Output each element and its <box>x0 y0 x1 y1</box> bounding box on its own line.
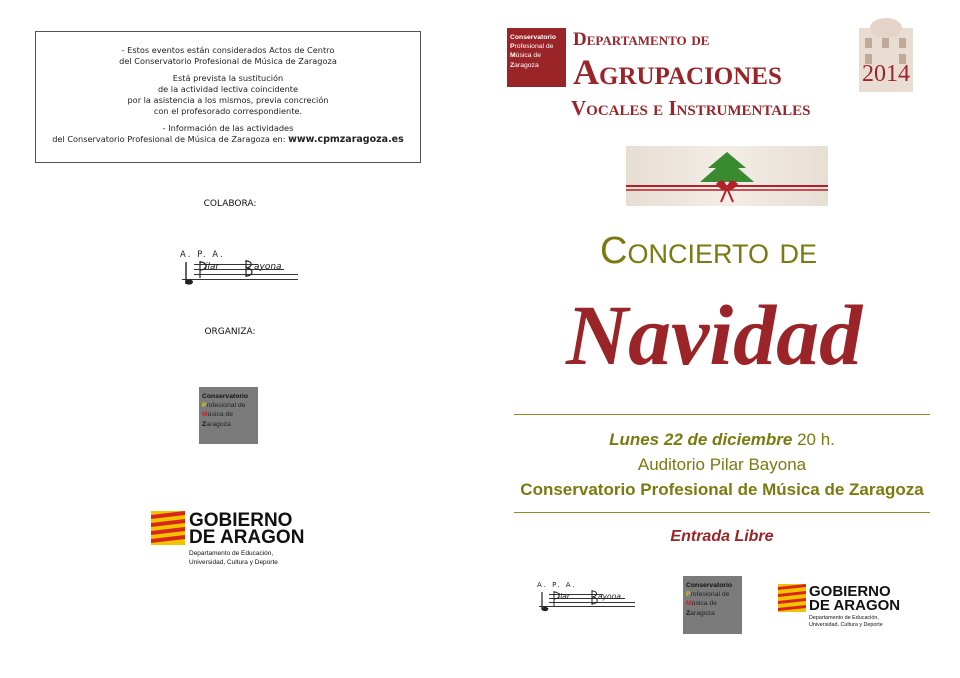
dept-line1: Departamento de <box>573 29 710 50</box>
cpm-logo-line: Profesional de <box>686 591 730 599</box>
notice-paragraph-1 <box>36 45 420 67</box>
christmas-tree-banner <box>626 146 828 206</box>
apa-pilar-bayona-logo-small <box>537 583 635 613</box>
gobierno-line1: GOBIERNO <box>809 583 891 600</box>
cpm-logo-line: Profesional de <box>202 402 246 410</box>
notice-line: - Información de las actividades <box>162 123 294 133</box>
notice-line: con el profesorado correspondiente. <box>153 106 303 116</box>
time-text: 20 h. <box>792 430 835 449</box>
aragon-flag-icon <box>151 511 185 545</box>
dept-line3: Vocales e Instrumentales <box>571 96 811 120</box>
event-institution: Conservatorio Profesional de Música de Zaragoza <box>520 480 924 499</box>
event-venue: Auditorio Pilar Bayona <box>637 455 807 474</box>
apa-letters: A. P. A. <box>537 581 577 589</box>
cpm-logo-line: Conservatorio <box>202 393 249 400</box>
date-text: Lunes 22 de diciembre <box>609 430 793 449</box>
notice-line: del Conservatorio Profesional de Música de Zaragoza en: <box>52 134 289 144</box>
cpm-logo-line: Conservatorio <box>510 34 557 41</box>
cpm-logo-line: Música de <box>686 600 717 608</box>
info-notice-box <box>35 31 421 163</box>
apa-letters: A. P. A. <box>180 250 225 260</box>
apa-pilar-bayona-logo <box>180 250 298 286</box>
gobierno-aragon-logo-small <box>778 584 918 634</box>
conservatorio-header-logo <box>507 28 566 87</box>
notice-line: de la actividad lectiva coincidente <box>157 84 299 94</box>
gobierno-aragon-logo <box>151 511 316 571</box>
cpm-logo-line: Música de <box>202 411 233 419</box>
notice-paragraph-3 <box>36 123 420 145</box>
entrada-libre-label: Entrada Libre <box>670 528 774 545</box>
navidad-title: Navidad <box>566 287 863 383</box>
conservatorio-logo <box>199 387 258 444</box>
website-link[interactable]: www.cpmzaragoza.es <box>288 134 404 145</box>
gobierno-sub1: Departamento de Educación, <box>809 615 879 621</box>
notice-line: del Conservatorio Profesional de Música de Zaragoza <box>119 56 337 66</box>
music-note-icon <box>180 258 264 286</box>
notice-line: por la asistencia a los mismos, previa concreción <box>127 95 329 105</box>
cpm-logo-line: Conservatorio <box>686 582 733 589</box>
cpm-logo-line: Profesional de <box>510 43 554 51</box>
divider-bottom <box>514 512 930 513</box>
colabora-label: COLABORA: <box>203 199 257 209</box>
gobierno-line1: GOBIERNO <box>189 510 293 531</box>
apa-name-part2: ayona <box>598 592 621 601</box>
notice-line: - Estos eventos están considerados Actos de Centro <box>121 45 335 55</box>
organiza-label: ORGANIZA: <box>204 327 256 337</box>
year-label: 2014 <box>862 61 910 87</box>
gobierno-sub1: Departamento de Educación, <box>189 550 274 557</box>
divider-top <box>514 414 930 415</box>
gobierno-sub2: Universidad, Cultura y Deporte <box>189 559 278 566</box>
event-date <box>514 430 930 450</box>
notice-paragraph-2 <box>36 73 420 117</box>
conservatorio-logo-small <box>683 576 742 634</box>
concierto-heading: Concierto de <box>600 230 818 272</box>
cpm-logo-line: Zaragoza <box>202 420 231 428</box>
building-year-badge <box>855 14 917 94</box>
gobierno-sub2: Universidad, Cultura y Deporte <box>809 622 883 628</box>
apa-name-part1: ilar <box>558 592 570 601</box>
aragon-flag-icon <box>778 584 806 612</box>
apa-name-part2: ayona <box>254 262 282 272</box>
cpm-logo-line: Zaragoza <box>686 609 715 617</box>
gobierno-line2: DE ARAGON <box>189 527 305 548</box>
music-note-icon <box>537 589 607 613</box>
gobierno-line2: DE ARAGON <box>809 597 901 614</box>
cpm-logo-line: Zaragoza <box>510 61 539 69</box>
christmas-tree-icon <box>626 146 828 206</box>
notice-line: Está prevista la sustitución <box>172 73 284 83</box>
cpm-logo-line: Música de <box>510 52 541 60</box>
apa-name-part1: ilar <box>205 262 220 272</box>
dept-line2: Agrupaciones <box>573 52 782 92</box>
